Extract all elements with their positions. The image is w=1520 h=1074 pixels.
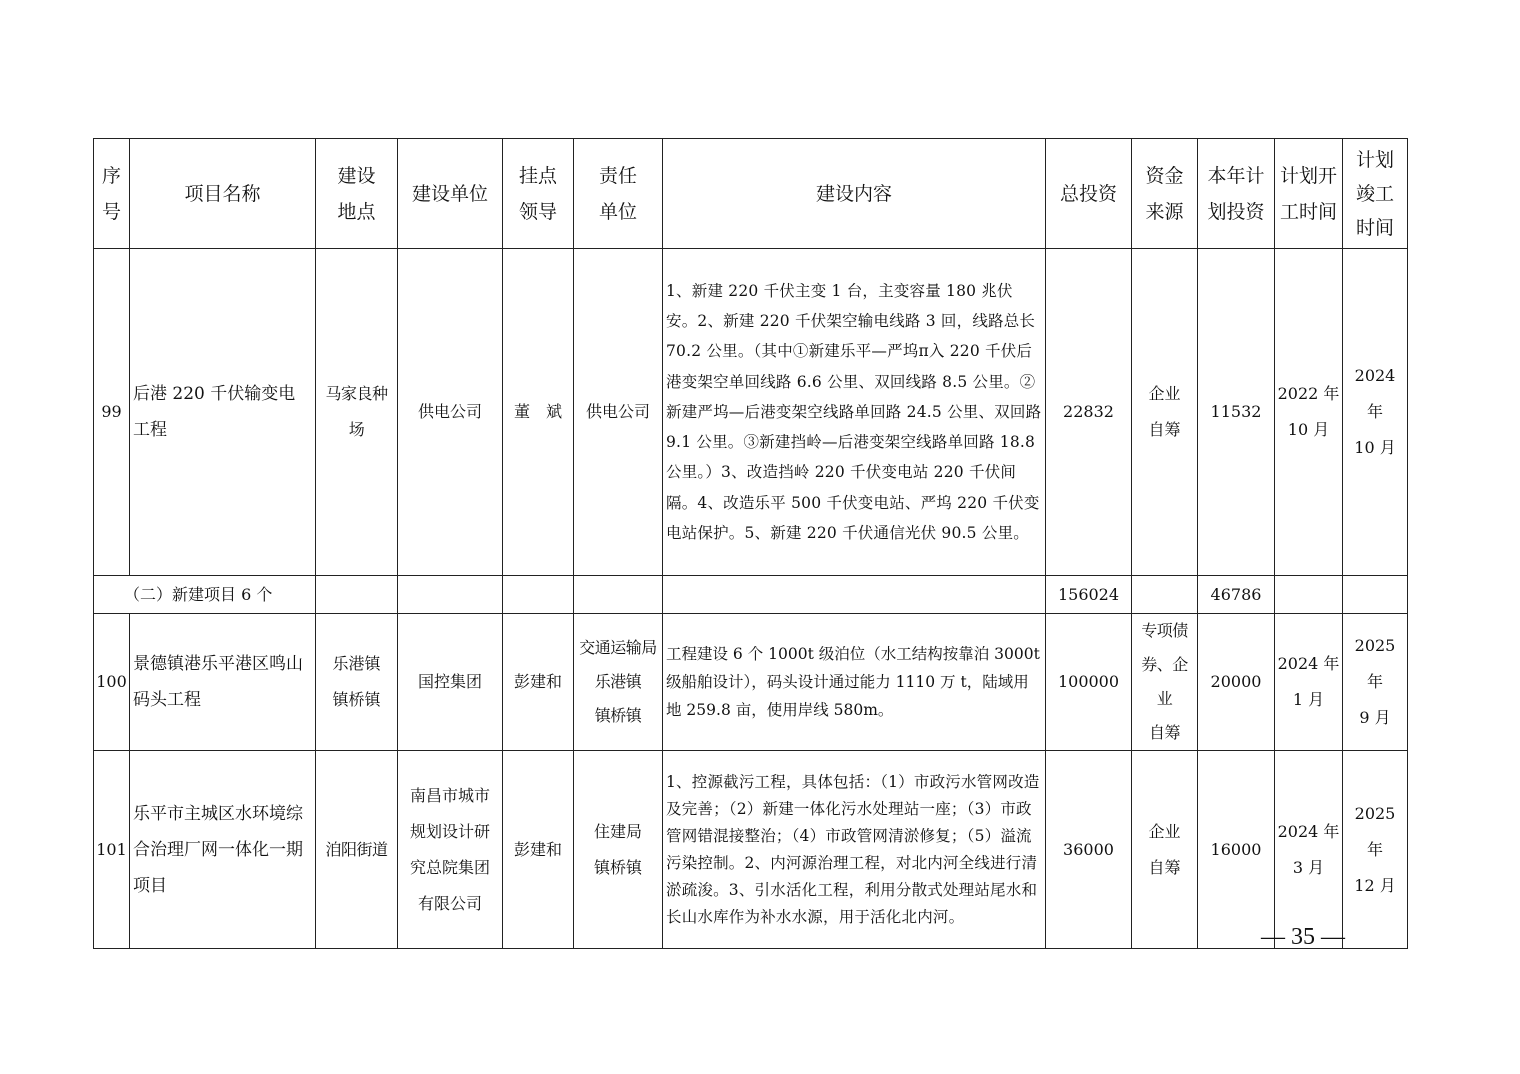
row-end: 2025 年 9 月 <box>1343 614 1408 751</box>
table-row <box>94 614 1408 751</box>
row-annual: 16000 <box>1198 751 1275 949</box>
row-source: 企业 自筹 <box>1132 249 1198 576</box>
row-unit: 供电公司 <box>398 249 503 576</box>
header-location: 建设 地点 <box>316 139 398 249</box>
row-resp: 供电公司 <box>574 249 663 576</box>
header-unit: 建设单位 <box>398 139 503 249</box>
header-seq: 序 号 <box>94 139 130 249</box>
table-row <box>94 249 1408 576</box>
row-location: 乐港镇 镇桥镇 <box>316 614 398 751</box>
table-row <box>94 751 1408 949</box>
page-number: — 35 — <box>1261 924 1345 950</box>
subtotal-row <box>94 576 1408 614</box>
row-annual: 20000 <box>1198 614 1275 751</box>
row-content: 1、控源截污工程，具体包括：（1）市政污水管网改造及完善；（2）新建一体化污水处理站一座；（3）市政管网错混接整治；（4）市政管网清淤修复；（5）溢流污染控制。2、内河源治理工程，对北内河全线进行清淤疏浚。3、引水活化工程，利用分散式处理站尾水和长山水库作为补水水源，用于活化北内河。 <box>663 751 1046 949</box>
header-resp: 责任 单位 <box>574 139 663 249</box>
row-project-name: 景德镇港乐平港区鸣山码头工程 <box>130 614 316 751</box>
row-location: 马家良种场 <box>316 249 398 576</box>
header-content: 建设内容 <box>663 139 1046 249</box>
header-source: 资金 来源 <box>1132 139 1198 249</box>
row-content: 工程建设 6 个 1000t 级泊位（水工结构按靠泊 3000t 级船舶设计），码头设计通过能力 1110 万 t，陆域用地 259.8 亩，使用岸线 580m。 <box>663 614 1046 751</box>
row-leader: 董 斌 <box>503 249 574 576</box>
row-seq: 100 <box>94 614 130 751</box>
row-project-name: 乐平市主城区水环境综合治理厂网一体化一期项目 <box>130 751 316 949</box>
header-leader: 挂点 领导 <box>503 139 574 249</box>
row-start: 2024 年 3 月 <box>1275 751 1343 949</box>
header-row <box>94 139 1408 249</box>
row-leader: 彭建和 <box>503 614 574 751</box>
header-start: 计划开 工时间 <box>1275 139 1343 249</box>
row-resp: 交通运输局 乐港镇 镇桥镇 <box>574 614 663 751</box>
header-annual: 本年计 划投资 <box>1198 139 1275 249</box>
row-start: 2024 年 1 月 <box>1275 614 1343 751</box>
row-total: 36000 <box>1046 751 1132 949</box>
row-unit: 国控集团 <box>398 614 503 751</box>
row-source: 企业 自筹 <box>1132 751 1198 949</box>
row-location: 洎阳街道 <box>316 751 398 949</box>
row-unit: 南昌市城市 规划设计研 究总院集团 有限公司 <box>398 751 503 949</box>
subtotal-label: （二）新建项目 6 个 <box>94 576 316 614</box>
row-start: 2022 年 10 月 <box>1275 249 1343 576</box>
row-total: 100000 <box>1046 614 1132 751</box>
row-total: 22832 <box>1046 249 1132 576</box>
row-end: 2025 年 12 月 <box>1343 751 1408 949</box>
header-end: 计划 竣工 时间 <box>1343 139 1408 249</box>
header-name: 项目名称 <box>130 139 316 249</box>
subtotal-total: 156024 <box>1046 576 1132 614</box>
row-resp: 住建局 镇桥镇 <box>574 751 663 949</box>
row-project-name: 后港 220 千伏输变电工程 <box>130 249 316 576</box>
row-source: 专项债 券、企业 自筹 <box>1132 614 1198 751</box>
project-table <box>93 138 1408 949</box>
subtotal-annual: 46786 <box>1198 576 1275 614</box>
row-annual: 11532 <box>1198 249 1275 576</box>
row-leader: 彭建和 <box>503 751 574 949</box>
row-end: 2024 年 10 月 <box>1343 249 1408 576</box>
row-seq: 101 <box>94 751 130 949</box>
row-content: 1、新建 220 千伏主变 1 台，主变容量 180 兆伏安。2、新建 220 千伏架空输电线路 3 回，线路总长 70.2 公里。（其中①新建乐平—严坞π入 220 千伏后港变架空单回线路 6.6 公里、双回线路 8.5 公里。②新建严坞—后港变架空线路单回路 24.5 公里、双回路 9.1 公里。③新建挡岭—后港变架空线路单回路 18.8 公里。）3、改造挡岭 220 千伏变电站 220 千伏间隔。4、改造乐平 500 千伏变电站、严坞 220 千伏变电站保护。5、新建 220 千伏通信光伏 90.5 公里。 <box>663 249 1046 576</box>
row-seq: 99 <box>94 249 130 576</box>
header-total: 总投资 <box>1046 139 1132 249</box>
